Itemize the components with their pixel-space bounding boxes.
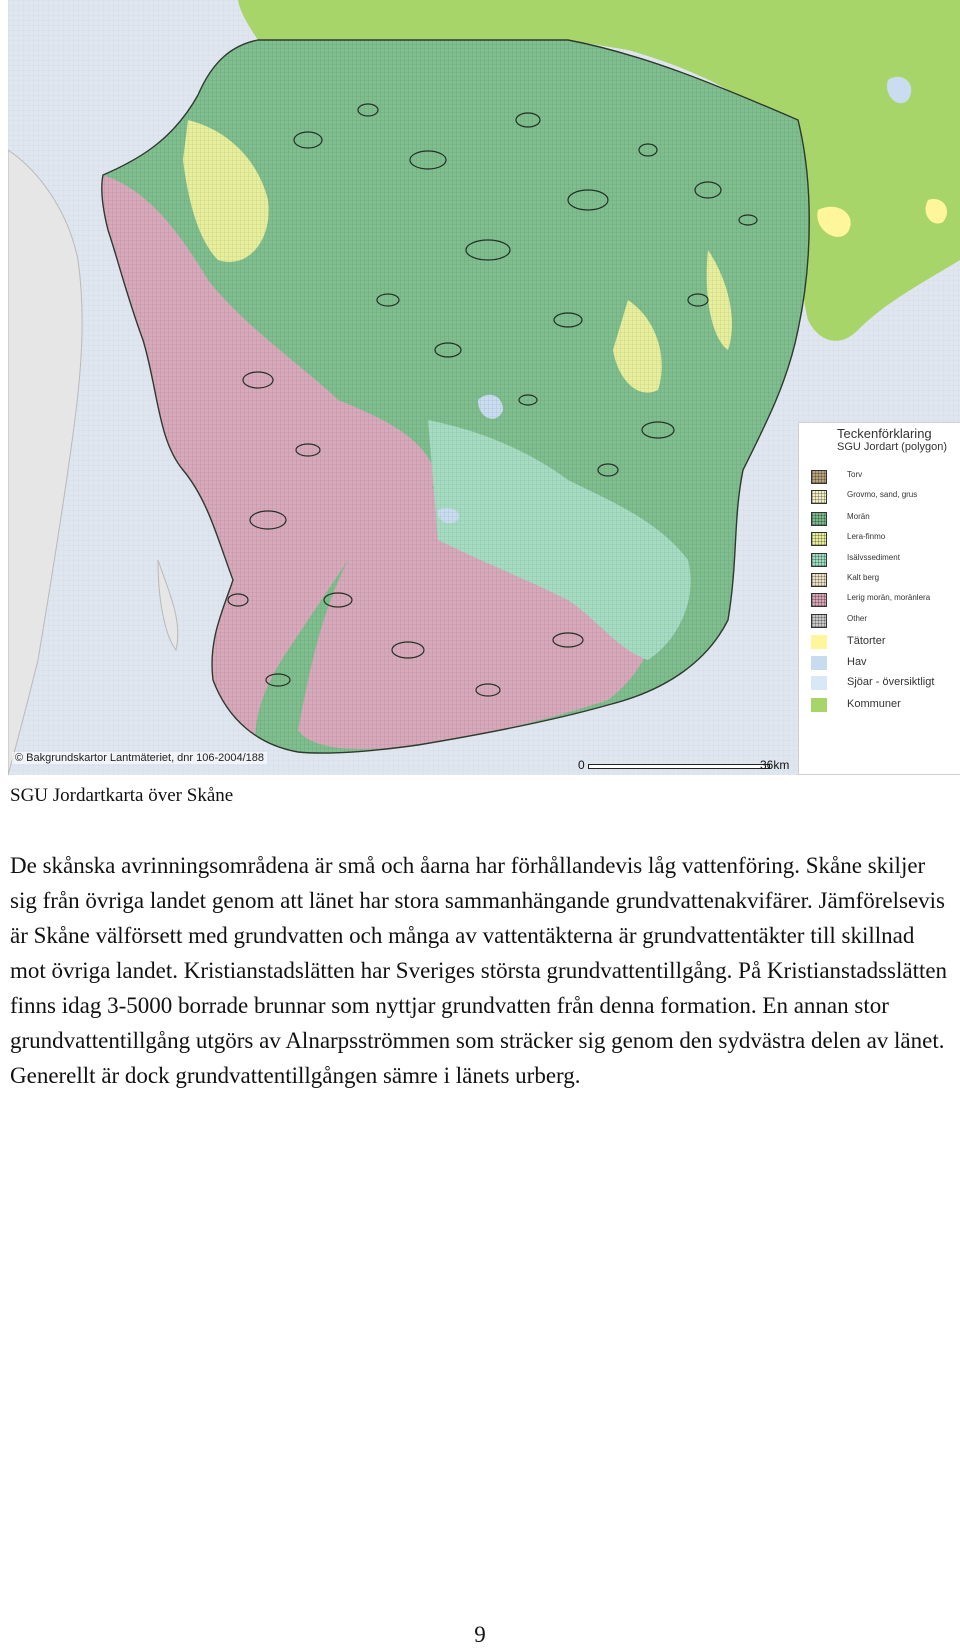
- legend-item-grovmo: [811, 489, 960, 507]
- legend-swatch: [811, 676, 827, 690]
- legend-swatch: [811, 614, 827, 628]
- legend-title: Teckenförklaring: [837, 426, 932, 441]
- legend-swatch: [811, 512, 827, 526]
- legend-label: Tätorter: [847, 635, 886, 647]
- legend-label: Hav: [847, 656, 867, 668]
- legend-swatch: [811, 593, 827, 607]
- legend-label: Other: [847, 614, 868, 623]
- legend-item-kalt-berg: [811, 572, 960, 590]
- legend-item-other: [811, 613, 960, 631]
- legend-swatch: [811, 532, 827, 546]
- legend-label: Torv: [847, 470, 863, 479]
- legend-swatch: [811, 573, 827, 587]
- legend-item-tatorter: [811, 634, 960, 652]
- legend-swatch: [811, 656, 827, 670]
- legend-item-lera-finmo: [811, 531, 960, 549]
- scale-bar: [578, 758, 788, 772]
- legend-label: Kalt berg: [847, 573, 880, 582]
- legend-item-torv: [811, 469, 960, 487]
- paragraph-text: De skånska avrinningsområdena är små och åarna har förhållandevis låg vattenföring. Skåne skiljer sig från övriga landet genom att länet har stora sammanhängande grundvattenakvifärer. Jämförelsevis är Skåne välförsett med grundvatten och många av vattentäkterna är grundvattentäkter till skillnad mot övriga landet. Kristianstadslätten har Sveriges största grundvattentillgång. På Kristianstadsslätten finns idag 3-5000 borrade brunnar som nyttjar grundvatten från denna formation. En annan stor grundvattentillgång utgörs av Alnarpsströmmen som sträcker sig genom den sydvästra delen av länet. Generellt är dock grundvattentillgången sämre i länets urberg.: [10, 853, 948, 1088]
- legend-swatch: [811, 553, 827, 567]
- legend-swatch: [811, 635, 827, 649]
- legend-label: Grovmo, sand, grus: [847, 490, 918, 499]
- legend-item-hav: [811, 655, 960, 673]
- page-number: 9: [474, 1622, 486, 1647]
- legend-label: Lerig morän, moränlera: [847, 593, 931, 602]
- legend-item-sjoar: [811, 675, 960, 693]
- body-paragraph: [10, 848, 950, 1093]
- legend-label: Sjöar - översiktligt: [847, 676, 935, 688]
- legend-item-kommuner: [811, 697, 960, 715]
- legend-item-isalvssediment: [811, 552, 960, 570]
- legend-subtitle: SGU Jordart (polygon): [837, 441, 948, 453]
- soil-map: [8, 0, 960, 775]
- scale-start-label: 0: [578, 758, 585, 772]
- map-attribution: © Bakgrundskartor Lantmäteriet, dnr 106-2004/188: [12, 752, 267, 764]
- legend-swatch: [811, 698, 827, 712]
- legend-label: Morän: [847, 512, 870, 521]
- legend-item-lerig-moran: [811, 592, 960, 610]
- legend-item-moran: [811, 511, 960, 529]
- scale-bar-line: [588, 764, 770, 769]
- legend-label: Isälvssediment: [847, 553, 900, 562]
- scale-end-label: 36km: [760, 758, 790, 772]
- legend-label: Lera-finmo: [847, 532, 886, 541]
- figure-caption: SGU Jordartkarta över Skåne: [10, 785, 234, 806]
- legend-swatch: [811, 470, 827, 484]
- legend-swatch: [811, 490, 827, 504]
- map-legend: [798, 422, 960, 775]
- legend-label: Kommuner: [847, 698, 901, 710]
